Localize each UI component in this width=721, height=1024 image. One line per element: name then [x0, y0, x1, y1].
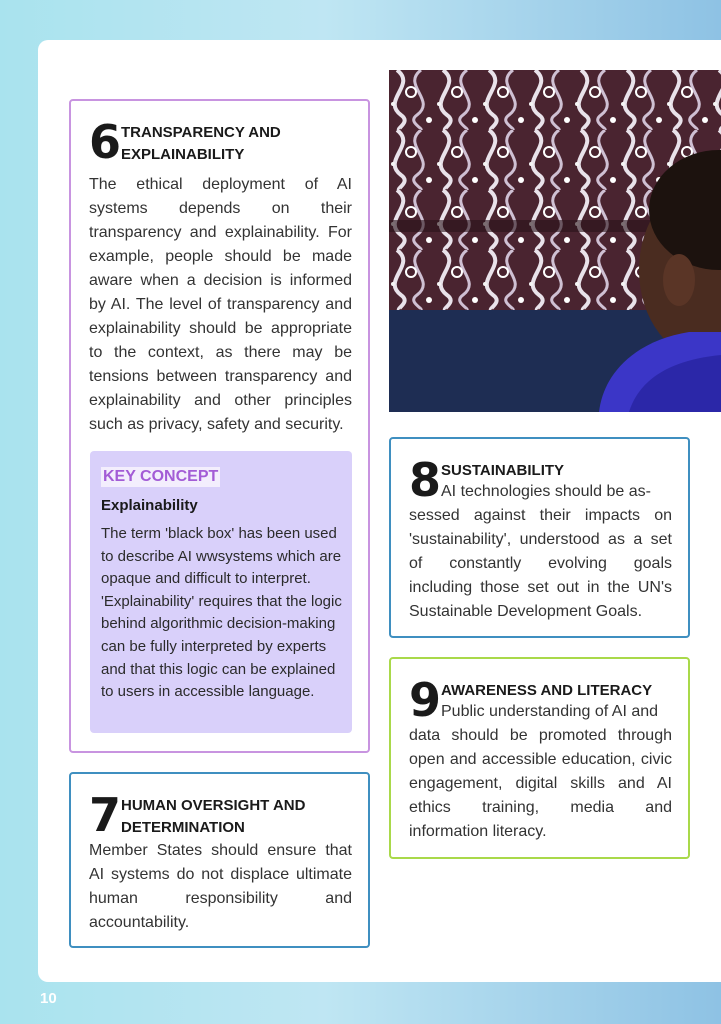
principle-title [121, 122, 358, 166]
key-concept-text: The term 'black box' has been used to describe AI wwsystems which are opaque and difficult to interpret. 'Explainability' requires that the logic behind algorithmic decision-making can be fully interpreted by experts and that this logic can be explained to users in accessible language. [101, 525, 342, 701]
principle-heading [89, 790, 358, 840]
key-concept-label: KEY CONCEPT [103, 468, 219, 485]
principle-title-line1: HUMAN OVERSIGHT AND [121, 797, 306, 814]
page-number: 10 [40, 990, 57, 1007]
principle-title-line2: EXPLAINABILITY [121, 146, 245, 163]
principle-card-6 [69, 99, 370, 753]
principle-body-first-line: Public understanding of AI and [441, 703, 659, 720]
principle-number: 6 [89, 115, 122, 169]
principle-card-9 [389, 657, 690, 859]
principle-body-first-line: AI technologies should be as- [441, 483, 651, 500]
principle-title-line1: TRANSPARENCY AND [121, 124, 281, 141]
principle-title-line2: DETERMINATION [121, 819, 245, 836]
principle-body: The ethical deployment of AI systems depends on their transparency and explainability. For example, people should be made aware when a decision is informed by AI. The level of transparency and explainability should be appropriate to the context, as there may be tensions between transparency and explainability and other principles such as privacy, safety and security. [89, 176, 352, 433]
principle-number: 9 [409, 673, 442, 727]
principle-heading [89, 117, 358, 167]
principle-card-7 [69, 772, 370, 948]
principle-title [121, 795, 358, 839]
key-concept-term: Explainability [101, 497, 198, 514]
photo-illustration [389, 70, 721, 412]
principle-body [409, 700, 672, 844]
principle-title: SUSTAINABILITY [441, 462, 565, 479]
principle-card-8 [389, 437, 690, 638]
principle-body [409, 480, 672, 624]
principle-body: Member States should ensure that AI systems do not displace ultimate human responsibility and accountability. [89, 842, 352, 931]
principle-number: 7 [89, 788, 122, 842]
principle-body-rest: data should be promoted through open and accessible education, civic engagement, digital skills and AI ethics training, media and information literacy. [409, 727, 672, 840]
photo-child-on-sofa [389, 70, 721, 412]
key-concept-box [90, 451, 352, 733]
principle-title: AWARENESS AND LITERACY [441, 682, 653, 699]
principle-number: 8 [409, 453, 442, 507]
principle-body-rest: sessed against their impacts on 'sustainability', understood as a set of constantly evolving goals including those set out in the UN's Sustainable Development Goals. [409, 507, 672, 620]
